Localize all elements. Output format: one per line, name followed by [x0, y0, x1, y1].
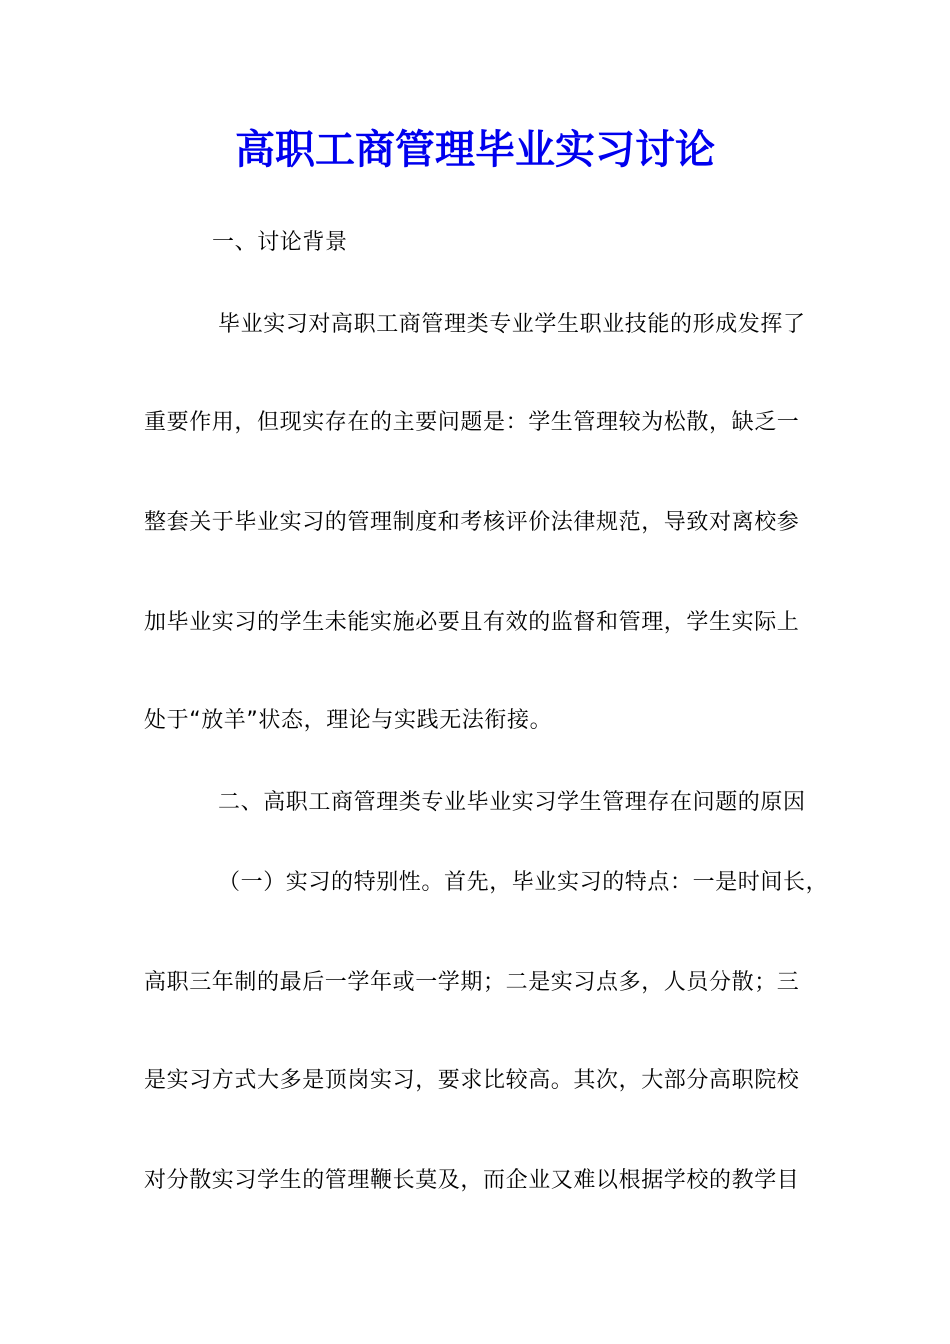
paragraph-line: 整套关于毕业实习的管理制度和考核评价法律规范，导致对离校参 — [144, 510, 800, 535]
section-heading-2: 二、高职工商管理类专业毕业实习学生管理存在问题的原因 — [218, 790, 806, 815]
paragraph-line: 毕业实习对高职工商管理类专业学生职业技能的形成发挥了 — [218, 312, 806, 337]
paragraph-line: 高职三年制的最后一学年或一学期；二是实习点多，人员分散；三 — [144, 970, 800, 995]
section-heading-1: 一、讨论背景 — [212, 230, 348, 255]
paragraph-line: 处于“放羊”状态，理论与实践无法衔接。 — [144, 708, 553, 733]
paragraph-line: （一）实习的特别性。首先，毕业实习的特点：一是时间长， — [218, 870, 829, 895]
paragraph-line: 对分散实习学生的管理鞭长莫及，而企业又难以根据学校的教学目 — [144, 1168, 800, 1193]
document-title: 高职工商管理毕业实习讨论 — [235, 126, 715, 173]
paragraph-line: 是实习方式大多是顶岗实习，要求比较高。其次，大部分高职院校 — [144, 1068, 800, 1093]
paragraph-line: 加毕业实习的学生未能实施必要且有效的监督和管理，学生实际上 — [144, 610, 800, 635]
paragraph-line: 重要作用，但现实存在的主要问题是：学生管理较为松散，缺乏一 — [144, 410, 800, 435]
